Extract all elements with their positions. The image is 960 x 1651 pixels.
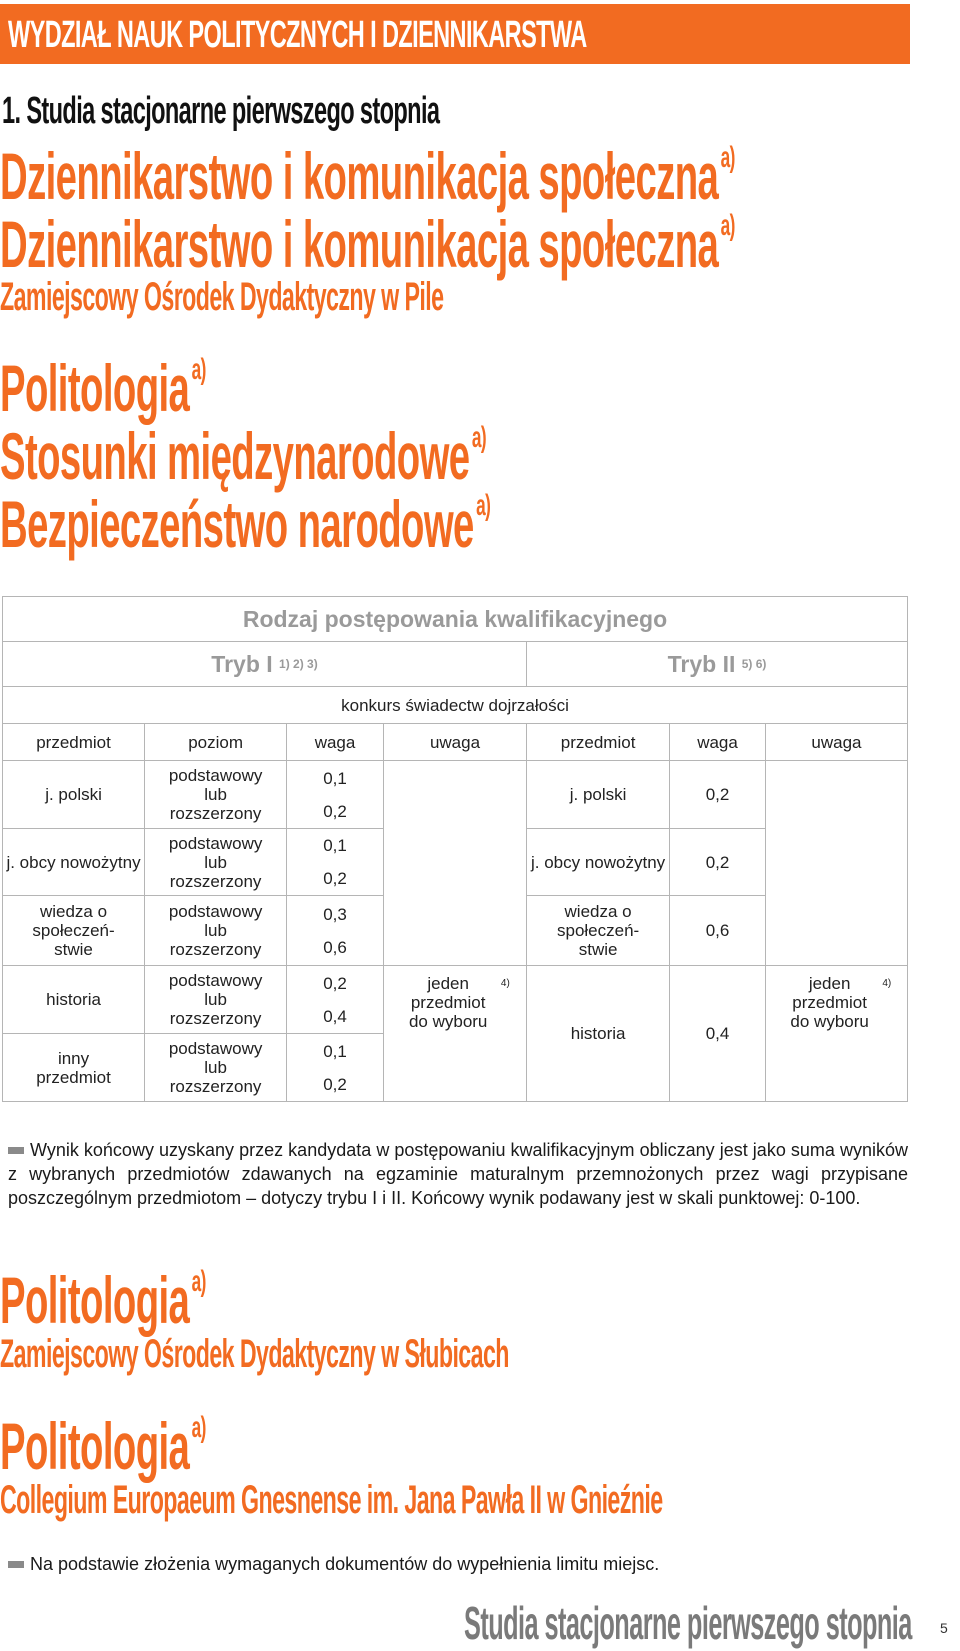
subject-cell: j. obcy nowożytny xyxy=(3,829,145,896)
weight-cell: 0,2 0,4 xyxy=(287,966,384,1034)
column-header-row xyxy=(3,724,908,761)
subject-cell: historia xyxy=(3,966,145,1034)
campus-title-pila: Zamiejscowy Ośrodek Dydaktyczny w Pile xyxy=(0,275,444,319)
program-title-stosunki: Stosunki międzynarodowe$^{a)}$ xyxy=(0,419,486,493)
tryb2-subject-cell: j. obcy nowożytny xyxy=(527,829,670,896)
documents-paragraph: Na podstawie złożenia wymaganych dokumentów do wypełnienia limitu miejsc. xyxy=(8,1552,908,1576)
level-cell: podstawowy lub rozszerzony xyxy=(145,829,287,896)
program-title-politologia-gniezno: Politologia$^{a)}$ xyxy=(0,1409,206,1483)
result-paragraph: Wynik końcowy uzyskany przez kandydata w postępowaniu kwalifikacyjnym obliczany jest jako suma wyników z wybranych przedmiotów zdawanych na egzaminie maturalnym przemnożonych przez wagi przypisane poszczególnym przedmiotom – dotyczy trybu I i II. Końcowy wynik podawany jest w skali punktowej: 0-100. xyxy=(8,1140,908,1208)
program-title-politologia-slubice: Politologia$^{a)}$ xyxy=(0,1263,206,1337)
column-header: waga xyxy=(287,724,384,761)
level-cell: podstawowy lub rozszerzony xyxy=(145,966,287,1034)
tryb-1-note-empty xyxy=(383,761,526,966)
program-title-dziennikarstwo-2: Dziennikarstwo i komunikacja społeczna$^{a)}$ xyxy=(0,207,735,281)
table-header: Rodzaj postępowania kwalifikacyjnego xyxy=(3,597,908,642)
tryb-1-note: jeden przedmiot do wyboru $^{4)}$ xyxy=(383,966,526,1102)
column-header: uwaga xyxy=(383,724,526,761)
program-title-dziennikarstwo-1: Dziennikarstwo i komunikacja społeczna$^{a)}$ xyxy=(0,139,735,213)
subject-cell: wiedza o społeczeń-stwie xyxy=(3,896,145,966)
bullet-icon xyxy=(8,1561,24,1568)
campus-title-gniezno: Collegium Europaeum Gnesnense im. Jana Pawła II w Gnieźnie xyxy=(0,1478,663,1522)
column-header: przedmiot xyxy=(3,724,145,761)
tryb-2-header: Tryb II $^{5) 6)}$ xyxy=(527,642,908,687)
qualification-table xyxy=(2,596,908,1102)
footer-title: Studia stacjonarne pierwszego stopnia xyxy=(464,1597,912,1649)
subject-cell: inny przedmiot xyxy=(3,1034,145,1102)
weight-cell: 0,1 0,2 xyxy=(287,761,384,829)
tryb2-weight-cell: 0,2 xyxy=(670,761,766,829)
campus-title-slubice: Zamiejscowy Ośrodek Dydaktyczny w Słubicach xyxy=(0,1332,509,1376)
tryb2-subject-cell: historia xyxy=(527,966,670,1102)
faculty-name: WYDZIAŁ NAUK POLITYCZNYCH I DZIENNIKARSTWA xyxy=(8,14,587,56)
program-title-politologia: Politologia$^{a)}$ xyxy=(0,351,206,425)
tryb-2-note-empty xyxy=(765,761,907,966)
column-header: przedmiot xyxy=(527,724,670,761)
column-header: uwaga xyxy=(765,724,907,761)
tryb-1-header: Tryb I $^{1) 2) 3)}$ xyxy=(3,642,527,687)
table-row xyxy=(3,966,908,1034)
tryb2-weight-cell: 0,2 xyxy=(670,829,766,896)
program-title-bezpieczenstwo: Bezpieczeństwo narodowe$^{a)}$ xyxy=(0,487,491,561)
level-cell: podstawowy lub rozszerzony xyxy=(145,1034,287,1102)
subject-cell: j. polski xyxy=(3,761,145,829)
level-cell: podstawowy lub rozszerzony xyxy=(145,761,287,829)
konkurs-row: konkurs świadectw dojrzałości xyxy=(3,687,908,724)
weight-cell: 0,1 0,2 xyxy=(287,829,384,896)
tryb2-weight-cell: 0,6 xyxy=(670,896,766,966)
bullet-icon xyxy=(8,1147,24,1154)
page-number: 5 xyxy=(940,1620,948,1636)
tryb-2-note: jeden przedmiot do wyboru $^{4)}$ xyxy=(765,966,907,1102)
tryb2-subject-cell: wiedza o społeczeń-stwie xyxy=(527,896,670,966)
column-header: waga xyxy=(670,724,766,761)
faculty-banner xyxy=(0,4,910,64)
tryb2-subject-cell: j. polski xyxy=(527,761,670,829)
table-row xyxy=(3,761,908,829)
tryb2-weight-cell: 0,4 xyxy=(670,966,766,1102)
weight-cell: 0,1 0,2 xyxy=(287,1034,384,1102)
level-cell: podstawowy lub rozszerzony xyxy=(145,896,287,966)
weight-cell: 0,3 0,6 xyxy=(287,896,384,966)
column-header: poziom xyxy=(145,724,287,761)
section-title: 1. Studia stacjonarne pierwszego stopnia xyxy=(2,90,440,132)
